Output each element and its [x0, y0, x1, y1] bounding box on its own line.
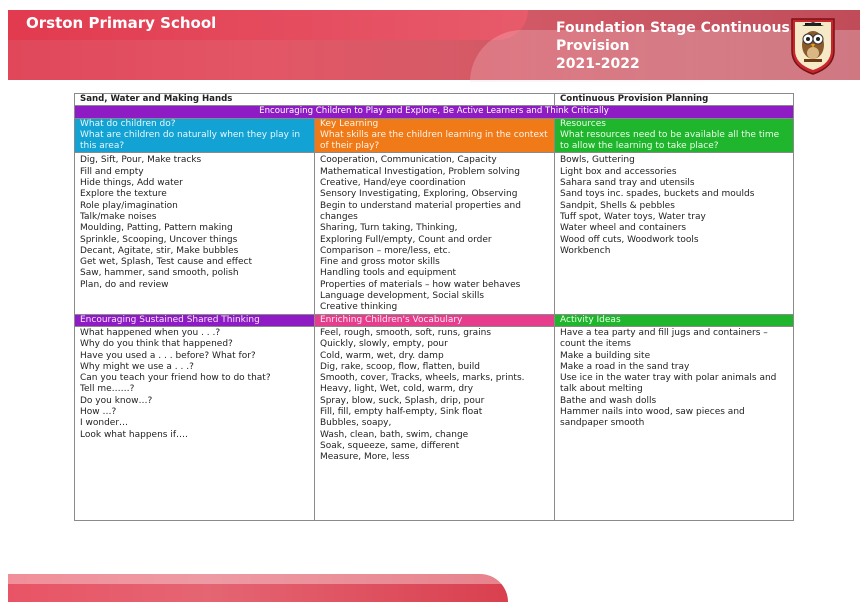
- list-item: Spray, blow, suck, Splash, drip, pour: [320, 395, 485, 406]
- list-item: Light box and accessories: [560, 166, 677, 177]
- list-item: Role play/imagination: [80, 200, 178, 211]
- vocabulary-list: [315, 326, 555, 520]
- shared-thinking-list: [75, 326, 315, 520]
- list-item: Sprinkle, Scooping, Uncover things: [80, 234, 238, 245]
- list-item: Have a tea party and fill jugs and containers – count the items: [560, 327, 768, 350]
- column-heading: Key Learning: [320, 118, 379, 129]
- list-item: Heavy, light, Wet, cold, warm, dry: [320, 384, 474, 395]
- list-item: Mathematical Investigation, Problem solving: [320, 166, 520, 177]
- what-children-do-list: [75, 153, 315, 314]
- list-item: Dig, Sift, Pour, Make tracks: [80, 155, 202, 166]
- list-item: Fill and empty: [80, 166, 144, 177]
- list-item: Creative thinking: [320, 302, 398, 313]
- list-item: Begin to understand material properties and changes: [320, 200, 521, 222]
- list-item: Look what happens if….: [80, 429, 188, 440]
- section2-heading-row: [75, 314, 794, 326]
- shared-thinking-heading: Encouraging Sustained Shared Thinking: [75, 314, 315, 326]
- list-item: Make a road in the sand tray: [560, 361, 690, 372]
- list-item: Quickly, slowly, empty, pour: [320, 339, 448, 350]
- characteristics-banner: Encouraging Children to Play and Explore, Be Active Learners and Think Critically: [75, 106, 794, 118]
- list-item: Bowls, Guttering: [560, 155, 635, 166]
- list-item: Do you know…?: [80, 395, 153, 406]
- provision-planning-table: [74, 93, 794, 521]
- list-item: Decant, Agitate, stir, Make bubbles: [80, 245, 239, 256]
- list-item: Cold, warm, wet, dry. damp: [320, 350, 444, 361]
- list-item: Fill, fill, empty half-empty, Sink float: [320, 407, 483, 418]
- list-item: Measure, More, less: [320, 452, 410, 463]
- list-item: Water wheel and containers: [560, 223, 687, 234]
- column-heading: Resources: [560, 118, 606, 129]
- activity-ideas-heading: Activity Ideas: [555, 314, 794, 326]
- list-item: Smooth, cover, Tracks, wheels, marks, prints.: [320, 373, 525, 384]
- list-item: Dig, rake, scoop, flow, flatten, build: [320, 361, 480, 372]
- title-line: Provision: [556, 38, 630, 54]
- list-item: Properties of materials – how water behaves: [320, 279, 521, 290]
- list-item: Sensory Investigating, Exploring, Observing: [320, 189, 518, 200]
- planning-title: Continuous Provision Planning: [555, 94, 794, 106]
- list-item: Moulding, Patting, Pattern making: [80, 223, 233, 234]
- school-name: Orston Primary School: [26, 14, 217, 32]
- list-item: Can you teach your friend how to do that?: [80, 373, 271, 384]
- list-item: Tell me……?: [80, 384, 135, 395]
- banner-row: [75, 106, 794, 118]
- list-item: Sand toys inc. spades, buckets and moulds: [560, 189, 755, 200]
- title-line: Foundation Stage Continuous: [556, 20, 790, 36]
- list-item: Wood off cuts, Woodwork tools: [560, 234, 699, 245]
- owl-crest-icon: [790, 17, 836, 75]
- document-title: [556, 19, 790, 73]
- list-item: Hide things, Add water: [80, 178, 183, 189]
- section1-heading-row: [75, 118, 794, 153]
- list-item: Use ice in the water tray with polar animals and talk about melting: [560, 373, 777, 395]
- list-item: Handling tools and equipment: [320, 268, 457, 279]
- list-item: Sandpit, Shells & pebbles: [560, 200, 675, 211]
- list-item: Workbench: [560, 245, 611, 256]
- list-item: Language development, Social skills: [320, 291, 485, 302]
- what-children-do-heading: [75, 118, 315, 153]
- list-item: Why might we use a . . .?: [80, 361, 194, 372]
- resources-list: [555, 153, 794, 314]
- resources-heading: [555, 118, 794, 153]
- list-item: How …?: [80, 407, 117, 418]
- list-item: Wash, clean, bath, swim, change: [320, 429, 469, 440]
- list-item: Saw, hammer, sand smooth, polish: [80, 268, 239, 279]
- column-question: What resources need to be available all the time to allow the learning to take place?: [560, 129, 780, 152]
- list-item: Feel, rough, smooth, soft, runs, grains: [320, 327, 492, 338]
- list-item: Bathe and wash dolls: [560, 395, 657, 406]
- list-item: Soak, squeeze, same, different: [320, 440, 460, 451]
- list-item: Have you used a . . . before? What for?: [80, 350, 256, 361]
- list-item: Sahara sand tray and utensils: [560, 178, 695, 189]
- list-item: Explore the texture: [80, 189, 167, 200]
- list-item: Creative, Hand/eye coordination: [320, 178, 466, 189]
- list-item: Plan, do and review: [80, 279, 169, 290]
- title-year: 2021-2022: [556, 56, 640, 72]
- list-item: Fine and gross motor skills: [320, 257, 440, 268]
- list-item: Get wet, Splash, Test cause and effect: [80, 257, 252, 268]
- list-item: Comparison – more/less, etc.: [320, 245, 451, 256]
- list-item: Bubbles, soapy,: [320, 418, 392, 429]
- column-question: What skills are the children learning in the context of their play?: [320, 129, 548, 152]
- list-item: Tuff spot, Water toys, Water tray: [560, 211, 706, 222]
- area-title: Sand, Water and Making Hands: [75, 94, 555, 106]
- section1-content-row: [75, 153, 794, 314]
- section2-content-row: [75, 326, 794, 520]
- footer-shade: [8, 574, 508, 584]
- key-learning-list: [315, 153, 555, 314]
- list-item: Hammer nails into wood, saw pieces and sandpaper smooth: [560, 407, 745, 429]
- column-question: What are children do naturally when they play in this area?: [80, 129, 301, 152]
- activity-ideas-list: [555, 326, 794, 520]
- list-item: Make a building site: [560, 350, 651, 361]
- list-item: I wonder…: [80, 418, 129, 429]
- list-item: Sharing, Turn taking, Thinking,: [320, 223, 458, 234]
- list-item: Exploring Full/empty, Count and order: [320, 234, 492, 245]
- title-row: [75, 94, 794, 106]
- list-item: Talk/make noises: [80, 211, 157, 222]
- list-item: Why do you think that happened?: [80, 339, 233, 350]
- column-heading: What do children do?: [80, 118, 176, 129]
- key-learning-heading: [315, 118, 555, 153]
- list-item: What happened when you . . .?: [80, 327, 221, 338]
- vocabulary-heading: Enriching Children's Vocabulary: [315, 314, 555, 326]
- list-item: Cooperation, Communication, Capacity: [320, 155, 497, 166]
